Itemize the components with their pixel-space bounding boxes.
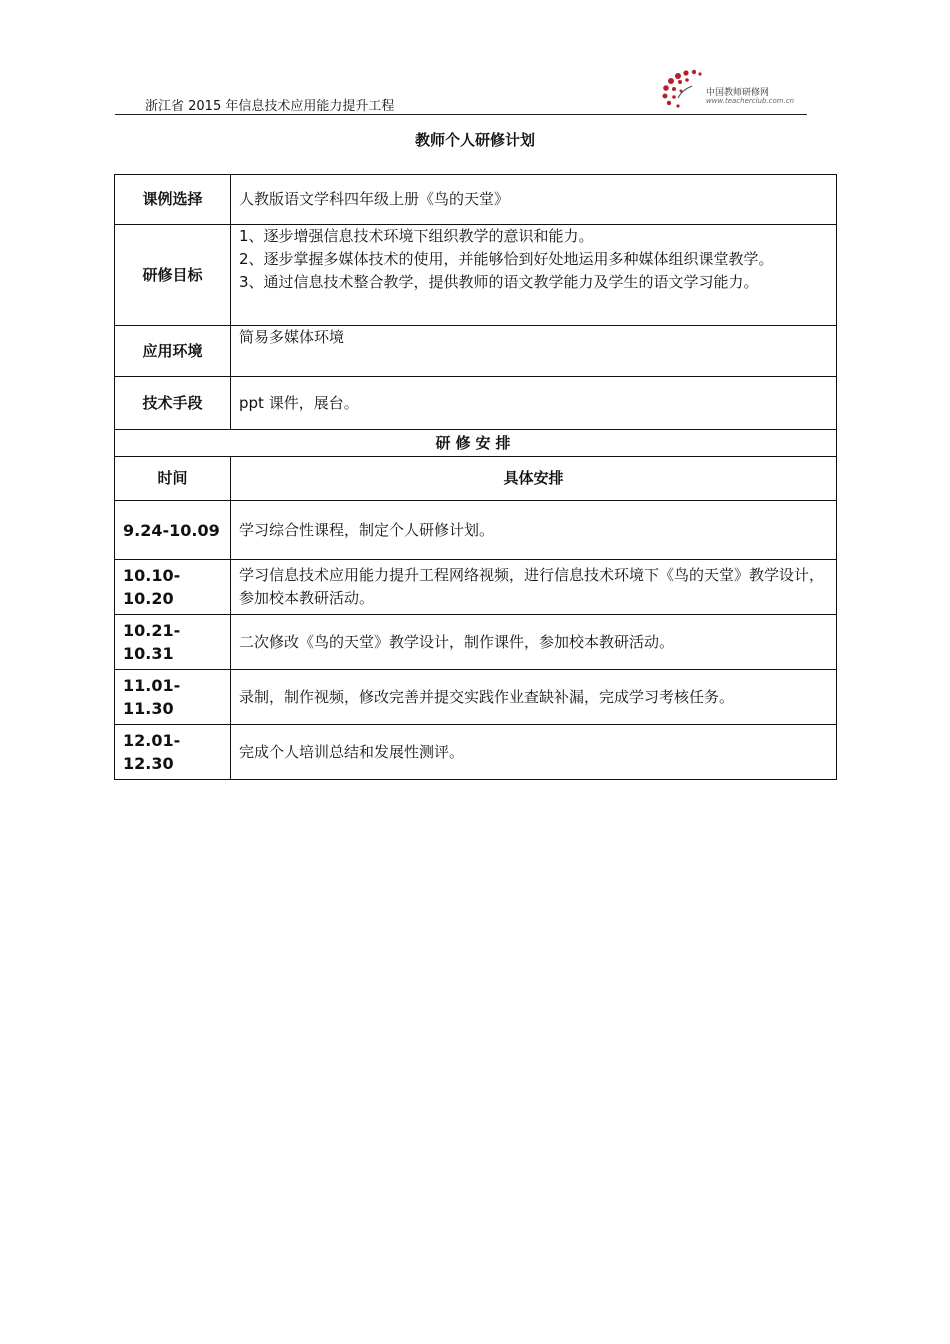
env-label: 应用环境	[115, 326, 231, 377]
col-time-header: 时间	[115, 457, 231, 501]
schedule-time: 9.24-10.09	[115, 501, 231, 560]
page-header-text: 浙江省 2015 年信息技术应用能力提升工程	[145, 99, 395, 114]
goal-item: 3、通过信息技术整合教学，提供教师的语文教学能力及学生的语文学习能力。	[239, 273, 759, 291]
schedule-time: 12.01-12.30	[115, 725, 231, 780]
plan-table	[114, 174, 837, 780]
goal-row	[115, 225, 837, 326]
schedule-time: 10.10-10.20	[115, 560, 231, 615]
schedule-time: 11.01-11.30	[115, 670, 231, 725]
course-label: 课例选择	[115, 175, 231, 225]
section-title: 研修安排	[115, 430, 837, 457]
env-value: 简易多媒体环境	[231, 326, 837, 377]
course-row	[115, 175, 837, 225]
schedule-header-row	[115, 457, 837, 501]
course-value: 人教版语文学科四年级上册《鸟的天堂》	[231, 175, 837, 225]
page-title: 教师个人研修计划	[414, 131, 535, 149]
schedule-detail: 完成个人培训总结和发展性测评。	[231, 725, 837, 780]
schedule-detail: 学习综合性课程，制定个人研修计划。	[231, 501, 837, 560]
table-row	[115, 615, 837, 670]
logo-text-cn: 中国教师研修网	[706, 88, 770, 98]
schedule-time: 10.21-10.31	[115, 615, 231, 670]
table-row	[115, 670, 837, 725]
schedule-detail: 二次修改《鸟的天堂》教学设计，制作课件，参加校本教研活动。	[231, 615, 837, 670]
table-row	[115, 560, 837, 615]
tech-row	[115, 377, 837, 430]
logo-text-en: www.teacherclub.com.cn	[706, 97, 795, 105]
goal-cell	[231, 225, 837, 326]
goal-label: 研修目标	[115, 225, 231, 326]
table-row	[115, 725, 837, 780]
col-detail-header: 具体安排	[231, 457, 837, 501]
tech-value: ppt 课件，展台。	[231, 377, 837, 430]
section-row	[115, 430, 837, 457]
header-rule	[115, 114, 807, 115]
env-row	[115, 326, 837, 377]
table-row	[115, 501, 837, 560]
schedule-detail: 学习信息技术应用能力提升工程网络视频，进行信息技术环境下《鸟的天堂》教学设计，参加校本教研活动。	[231, 560, 837, 615]
tech-label: 技术手段	[115, 377, 231, 430]
schedule-detail: 录制，制作视频，修改完善并提交实践作业查缺补漏，完成学习考核任务。	[231, 670, 837, 725]
goal-item: 1、逐步增强信息技术环境下组织教学的意识和能力。	[239, 227, 594, 245]
goal-item: 2、逐步掌握多媒体技术的使用，并能够恰到好处地运用多种媒体组织课堂教学。	[239, 250, 774, 268]
